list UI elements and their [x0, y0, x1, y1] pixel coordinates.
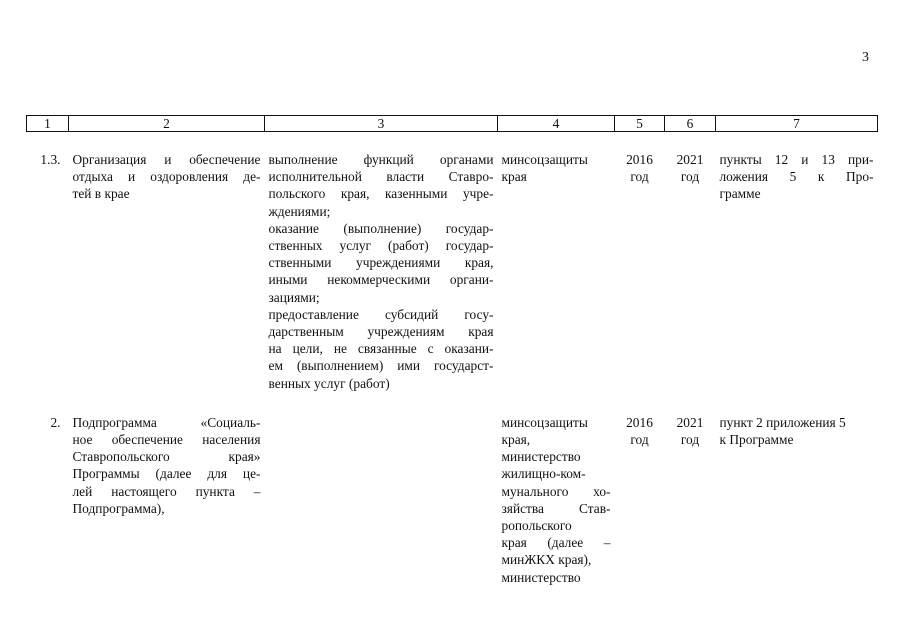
text-line: минсоцзащиты	[501, 414, 588, 430]
text-line: края (далее –	[501, 535, 611, 551]
text-line: 2021	[676, 414, 704, 430]
text-line: края,	[501, 432, 531, 448]
text-line: ложения 5 к Про-	[719, 169, 874, 185]
reference-cell	[716, 392, 878, 586]
text-line: 2016	[626, 414, 653, 430]
text-line: венных услуг (работ)	[268, 375, 390, 391]
reference-cell	[716, 132, 878, 392]
table-header	[27, 116, 878, 132]
table-row	[27, 392, 878, 586]
text-line: год	[680, 169, 700, 185]
executor-cell	[498, 392, 615, 586]
description-cell	[265, 132, 498, 392]
text-line: предоставление субсидий госу-	[268, 306, 494, 322]
text-line: 2021	[676, 152, 704, 167]
text-line: Ставропольского края»	[72, 449, 261, 465]
row-number: 1.3.	[40, 152, 61, 167]
text-line: жилищно-ком-	[501, 466, 586, 482]
program-table	[26, 115, 878, 586]
end-year-cell	[665, 132, 716, 392]
end-year-cell	[665, 392, 716, 586]
text-line: Подпрограмма «Социаль-	[72, 414, 261, 430]
measure-name-cell	[69, 392, 265, 586]
text-line: 2016	[626, 152, 653, 167]
text-line: на цели, не связанные с оказани-	[268, 341, 494, 357]
text-line: пункт 2 приложения 5	[719, 414, 846, 430]
text-line: выполнение функций органами	[268, 152, 494, 167]
text-line: края	[501, 169, 527, 185]
text-line: ственных услуг (работ) государ-	[268, 238, 494, 254]
text-line: год	[630, 169, 649, 185]
column-header-1: 1	[27, 116, 69, 132]
text-line: тей в крае	[72, 186, 130, 202]
column-header-2: 2	[69, 116, 265, 132]
text-line: зациями;	[268, 289, 320, 305]
text-line: Организация и обеспечение	[72, 152, 261, 167]
measure-name-cell	[69, 132, 265, 392]
text-line: польского края, казенными учре-	[268, 186, 494, 202]
text-line: год	[680, 432, 700, 448]
text-line: пункты 12 и 13 при-	[719, 152, 874, 167]
text-line: минЖКХ края),	[501, 552, 592, 568]
text-line: дарственным учреждениям края	[268, 324, 494, 340]
executor-cell	[498, 132, 615, 392]
text-line: ственными учреждениями края,	[268, 255, 494, 271]
text-line: министерство	[501, 449, 581, 465]
text-line: ждениями;	[268, 203, 331, 219]
text-line: иными некоммерческими органи-	[268, 272, 494, 288]
start-year-cell	[615, 132, 665, 392]
text-line: ное обеспечение населения	[72, 432, 261, 448]
text-line: зяйства Став-	[501, 500, 611, 516]
text-line: исполнительной власти Ставро-	[268, 169, 494, 185]
column-header-7: 7	[716, 116, 878, 132]
description-cell	[265, 392, 498, 586]
text-line: к Программе	[719, 432, 794, 448]
text-line: Подпрограмма),	[72, 500, 165, 516]
text-line: ем (выполнением) ими государст-	[268, 358, 494, 374]
column-header-6: 6	[665, 116, 716, 132]
text-line: минсоцзащиты	[501, 152, 588, 167]
column-header-4: 4	[498, 116, 615, 132]
column-header-3: 3	[265, 116, 498, 132]
text-line: мунального хо-	[501, 483, 611, 499]
page-number: 3	[862, 50, 869, 65]
row-number: 2.	[50, 414, 61, 430]
text-line: отдыха и оздоровления де-	[72, 169, 261, 185]
text-line: министерство	[501, 569, 581, 585]
column-header-5: 5	[615, 116, 665, 132]
text-line: оказание (выполнение) государ-	[268, 220, 494, 236]
text-line: Программы (далее для це-	[72, 466, 261, 482]
text-line: лей настоящего пункта –	[72, 483, 261, 499]
text-line: грамме	[719, 186, 761, 202]
table-row	[27, 132, 878, 392]
text-line: год	[630, 432, 649, 448]
text-line: ропольского	[501, 518, 572, 534]
start-year-cell	[615, 392, 665, 586]
